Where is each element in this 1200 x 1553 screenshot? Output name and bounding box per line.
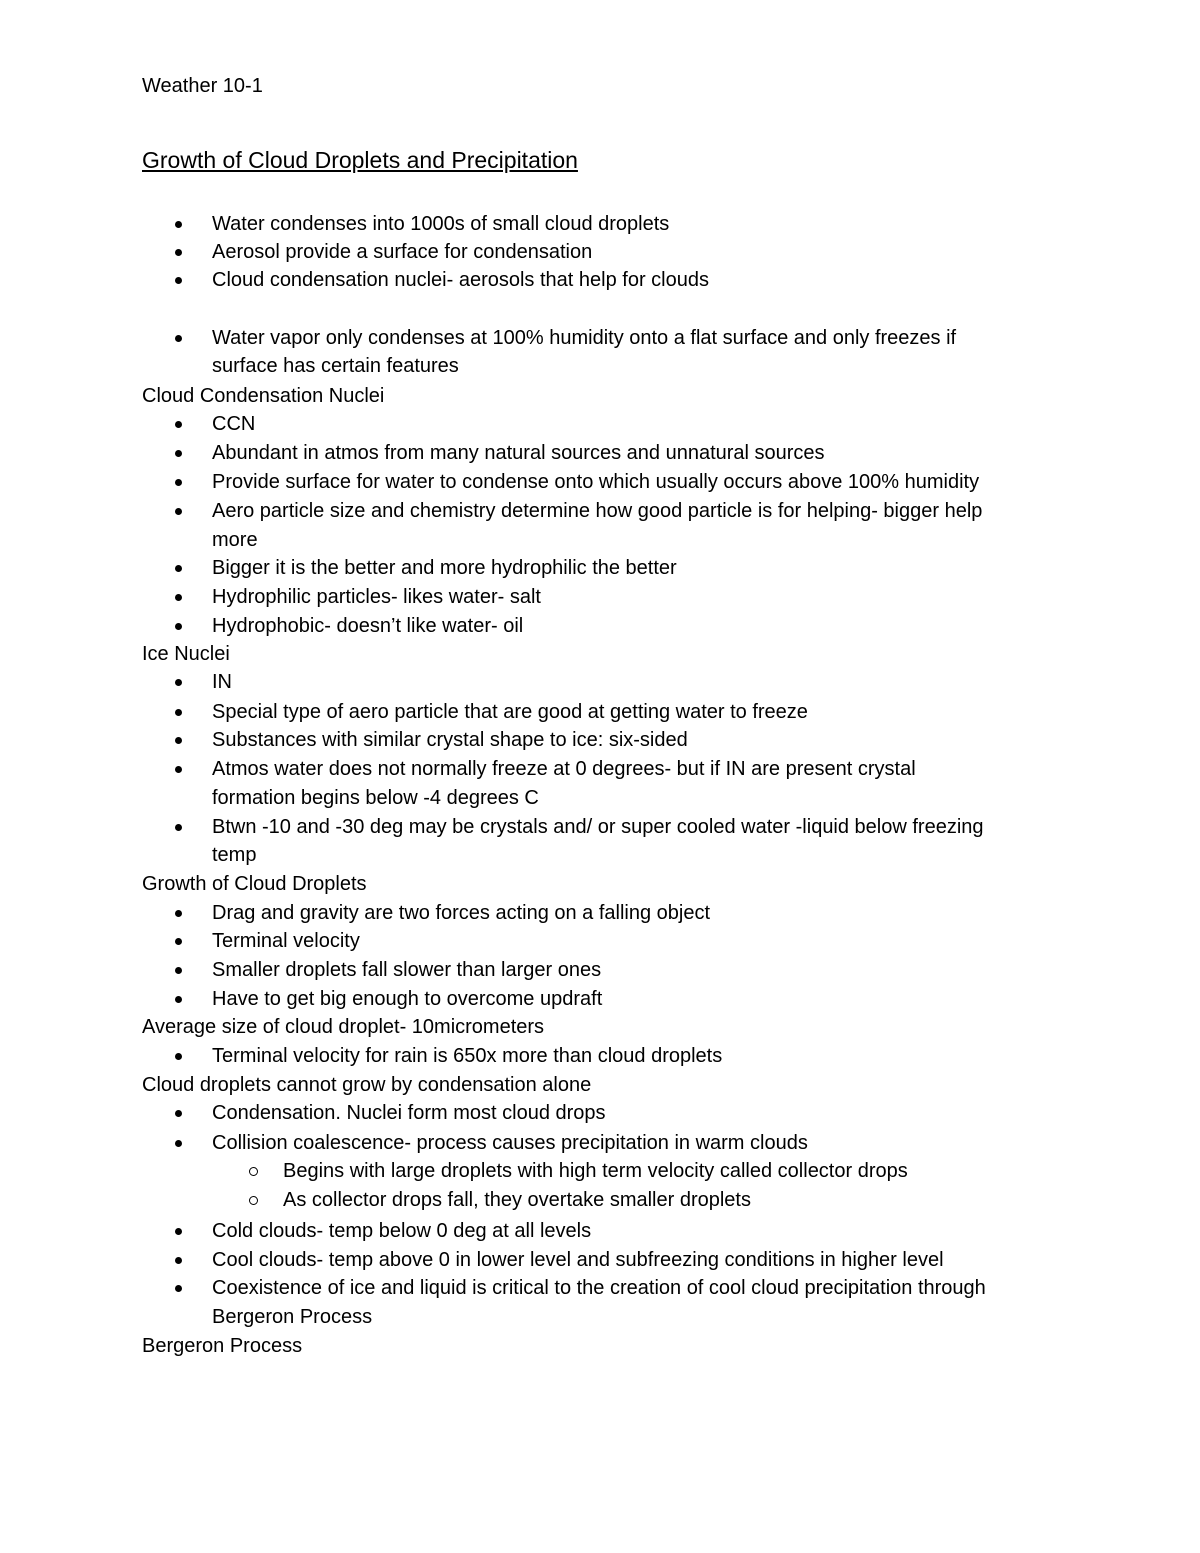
list-item: Collision coalescence- process causes precipitation in warm clouds [212, 1132, 808, 1154]
section-heading-ice-nuclei: Ice Nuclei [142, 643, 230, 665]
list-item: Hydrophobic- doesn’t like water- oil [212, 615, 524, 637]
list-item: Have to get big enough to overcome updraft [212, 988, 603, 1010]
list-item: Water condenses into 1000s of small cloud droplets [212, 213, 670, 235]
document-header: Weather 10-1 [142, 75, 263, 97]
list-item: Cool clouds- temp above 0 in lower level and subfreezing conditions in higher level [212, 1249, 944, 1271]
list-item: Aero particle size and chemistry determine how good particle is for helping- bigger help [212, 500, 983, 522]
list-item: Hydrophilic particles- likes water- salt [212, 586, 541, 608]
list-item: Water vapor only condenses at 100% humidity onto a flat surface and only freezes if [212, 327, 957, 349]
list-item: IN [212, 671, 232, 693]
list-item: Provide surface for water to condense onto which usually occurs above 100% humidity [212, 471, 980, 493]
list-item-continuation: formation begins below -4 degrees C [212, 787, 539, 809]
list-item-continuation: more [212, 529, 258, 551]
section-heading-cannot-grow: Cloud droplets cannot grow by condensation alone [142, 1074, 592, 1096]
list-item: Bigger it is the better and more hydrophilic the better [212, 557, 677, 579]
list-item-continuation: Bergeron Process [212, 1306, 373, 1328]
list-item-continuation: surface has certain features [212, 355, 459, 377]
section-heading-bergeron: Bergeron Process [142, 1335, 303, 1357]
list-item: Btwn -10 and -30 deg may be crystals and/ or super cooled water -liquid below freezing [212, 816, 984, 838]
list-item: Drag and gravity are two forces acting on a falling object [212, 902, 711, 924]
list-item: Aerosol provide a surface for condensation [212, 241, 593, 263]
list-item: Terminal velocity [212, 930, 360, 952]
list-item: Cloud condensation nuclei- aerosols that help for clouds [212, 269, 709, 291]
list-item: CCN [212, 413, 256, 435]
list-item: Substances with similar crystal shape to ice: six-sided [212, 729, 688, 751]
sub-list-item: As collector drops fall, they overtake smaller droplets [283, 1189, 751, 1211]
list-item: Atmos water does not normally freeze at 0 degrees- but if IN are present crystal [212, 758, 916, 780]
list-item: Terminal velocity for rain is 650x more than cloud droplets [212, 1045, 723, 1067]
document-title: Growth of Cloud Droplets and Precipitation [142, 147, 578, 173]
section-heading-ccn: Cloud Condensation Nuclei [142, 385, 385, 407]
list-item: Coexistence of ice and liquid is critical to the creation of cool cloud precipitation through [212, 1277, 986, 1299]
section-heading-average-size: Average size of cloud droplet- 10micrometers [142, 1016, 545, 1038]
list-item: Cold clouds- temp below 0 deg at all levels [212, 1220, 592, 1242]
list-item-continuation: temp [212, 844, 257, 866]
list-item: Abundant in atmos from many natural sources and unnatural sources [212, 442, 825, 464]
list-item: Condensation. Nuclei form most cloud drops [212, 1102, 606, 1124]
list-item: Smaller droplets fall slower than larger ones [212, 959, 602, 981]
section-heading-growth: Growth of Cloud Droplets [142, 873, 367, 895]
sub-list-item: Begins with large droplets with high term velocity called collector drops [283, 1160, 908, 1182]
list-item: Special type of aero particle that are good at getting water to freeze [212, 701, 808, 723]
